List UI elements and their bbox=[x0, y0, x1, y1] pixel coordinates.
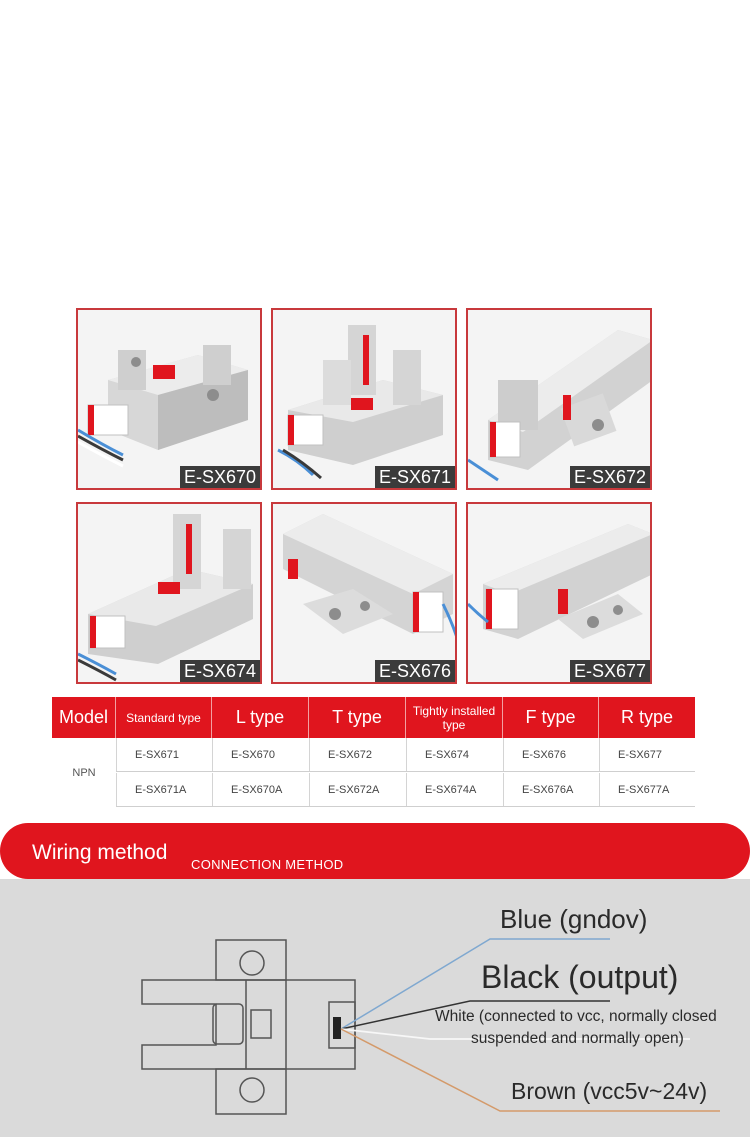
product-card-e-sx676[interactable] bbox=[271, 502, 457, 684]
table-header bbox=[52, 697, 695, 738]
product-card-e-sx670[interactable] bbox=[76, 308, 262, 490]
table-cell: E-SX671A bbox=[116, 773, 212, 806]
table-cell: E-SX672 bbox=[309, 738, 406, 771]
sensor-photo-e-sx671 bbox=[273, 310, 457, 490]
table-row bbox=[116, 773, 695, 807]
sensor-photo-e-sx672 bbox=[468, 310, 652, 490]
wiring-diagram bbox=[0, 879, 750, 1137]
table-row bbox=[116, 738, 695, 772]
table-cell: E-SX670 bbox=[212, 738, 309, 771]
header-f-type: F type bbox=[503, 697, 599, 738]
model-tag: E-SX674 bbox=[180, 660, 260, 682]
connector-port bbox=[333, 1017, 341, 1039]
label-black-wire: Black (output) bbox=[481, 959, 679, 995]
table-cell: E-SX677 bbox=[599, 738, 695, 771]
sensor-photo-e-sx676 bbox=[273, 504, 457, 684]
table-cell: E-SX672A bbox=[309, 773, 406, 806]
header-standard-type: Standard type bbox=[116, 697, 212, 738]
table-cell: E-SX671 bbox=[116, 738, 212, 771]
label-blue-wire: Blue (gndov) bbox=[500, 904, 648, 934]
table-cell: E-SX674 bbox=[406, 738, 503, 771]
bottom-mount-hole bbox=[240, 1078, 264, 1102]
product-card-e-sx671[interactable] bbox=[271, 308, 457, 490]
bottom-mount-tab bbox=[216, 1069, 286, 1114]
group-label-npn: NPN bbox=[72, 766, 96, 779]
top-mount-tab bbox=[216, 940, 286, 980]
wiring-banner bbox=[0, 823, 750, 879]
table-cell: E-SX676A bbox=[503, 773, 599, 806]
sensor-body bbox=[142, 980, 355, 1069]
banner-title: Wiring method bbox=[32, 841, 168, 864]
product-grid bbox=[76, 308, 654, 684]
label-white-wire-line2: suspended and normally open) bbox=[471, 1030, 684, 1047]
sensor-photo-e-sx674 bbox=[78, 504, 262, 684]
model-tag: E-SX670 bbox=[180, 466, 260, 488]
table-cell: E-SX677A bbox=[599, 773, 695, 806]
header-model: Model bbox=[52, 697, 116, 738]
table-cell: E-SX676 bbox=[503, 738, 599, 771]
product-card-e-sx672[interactable] bbox=[466, 308, 652, 490]
product-card-e-sx677[interactable] bbox=[466, 502, 652, 684]
header-r-type: R type bbox=[620, 707, 674, 727]
header-t-type: T type bbox=[309, 697, 406, 738]
header-tightly-installed-type: Tightly installed type bbox=[406, 697, 503, 738]
model-table bbox=[52, 697, 695, 807]
top-mount-hole bbox=[240, 951, 264, 975]
label-white-wire-line1: White (connected to vcc, normally closed bbox=[435, 1008, 717, 1025]
banner-subtitle: CONNECTION METHOD bbox=[191, 857, 344, 872]
label-brown-wire: Brown (vcc5v~24v) bbox=[511, 1078, 708, 1104]
table-cell: E-SX674A bbox=[406, 773, 503, 806]
header-l-type: L type bbox=[212, 697, 309, 738]
sensor-photo-e-sx670 bbox=[78, 310, 262, 490]
model-tag: E-SX672 bbox=[570, 466, 650, 488]
table-cell: E-SX670A bbox=[212, 773, 309, 806]
banner-bar bbox=[0, 823, 750, 879]
model-tag: E-SX671 bbox=[375, 466, 455, 488]
model-tag: E-SX677 bbox=[570, 660, 650, 682]
product-card-e-sx674[interactable] bbox=[76, 502, 262, 684]
sensor-photo-e-sx677 bbox=[468, 504, 652, 684]
model-tag: E-SX676 bbox=[375, 660, 455, 682]
table-body bbox=[52, 738, 695, 807]
